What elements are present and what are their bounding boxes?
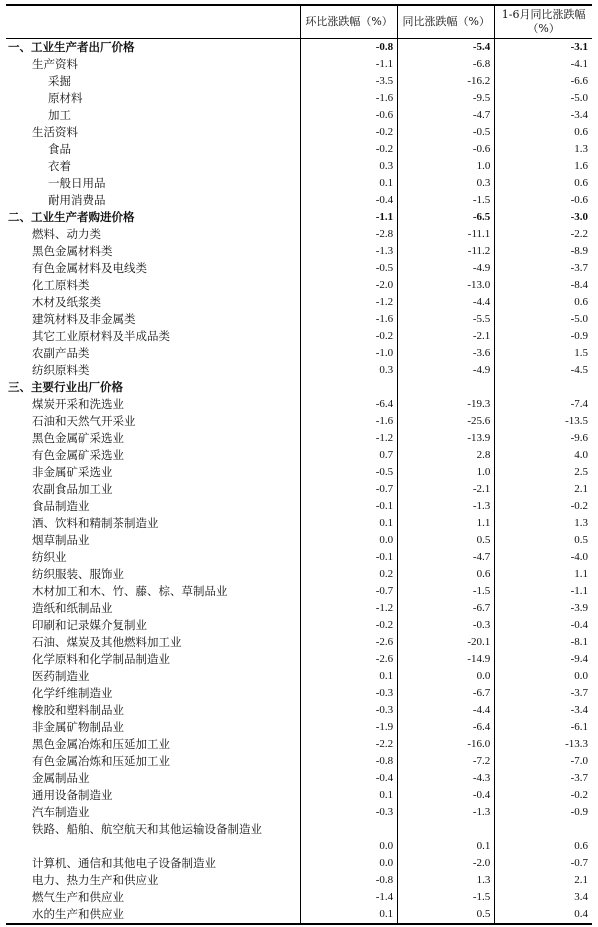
price-table-container — [6, 4, 592, 925]
row-label: 铁路、船舶、航空航天和其他运输设备制造业 — [32, 822, 262, 836]
cell-ytd: 0.6 — [495, 175, 592, 192]
cell-ytd: -0.7 — [495, 855, 592, 872]
cell-mom: -0.2 — [301, 328, 398, 345]
table-row — [6, 515, 592, 532]
cell-ytd: -13.5 — [495, 413, 592, 430]
table-row — [6, 260, 592, 277]
table-row — [6, 481, 592, 498]
cell-mom: -0.1 — [301, 549, 398, 566]
table-row — [6, 447, 592, 464]
row-label: 印刷和记录媒介复制业 — [32, 618, 147, 632]
cell-ytd: 1.3 — [495, 515, 592, 532]
cell-mom: -3.5 — [301, 73, 398, 90]
table-row — [6, 617, 592, 634]
cell-yoy: -1.5 — [398, 192, 495, 209]
cell-ytd: -6.6 — [495, 73, 592, 90]
table-row — [6, 345, 592, 362]
cell-yoy: 0.5 — [398, 532, 495, 549]
row-label: 三、主要行业出厂价格 — [8, 380, 123, 394]
row-label: 通用设备制造业 — [32, 788, 113, 802]
row-label: 衣着 — [48, 159, 71, 173]
cell-yoy: -0.4 — [398, 787, 495, 804]
cell-mom: -0.2 — [301, 124, 398, 141]
cell-ytd: 1.5 — [495, 345, 592, 362]
row-label: 其它工业原材料及半成品类 — [32, 329, 170, 343]
table-row — [6, 855, 592, 872]
row-label: 一、工业生产者出厂价格 — [8, 40, 135, 54]
cell-yoy: -4.4 — [398, 702, 495, 719]
row-label: 纺织业 — [32, 550, 67, 564]
cell-mom: -0.8 — [301, 872, 398, 889]
cell-mom: -2.6 — [301, 634, 398, 651]
cell-yoy: -4.4 — [398, 294, 495, 311]
table-row — [6, 651, 592, 668]
cell-mom: -0.8 — [301, 39, 398, 57]
row-label: 电力、热力生产和供应业 — [32, 873, 159, 887]
cell-ytd: -3.4 — [495, 107, 592, 124]
cell-mom: 0.1 — [301, 175, 398, 192]
table-row — [6, 107, 592, 124]
cell-ytd: -6.1 — [495, 719, 592, 736]
table-row — [6, 906, 592, 924]
table-header-row — [6, 5, 592, 39]
table-row — [6, 396, 592, 413]
cell-ytd: 0.5 — [495, 532, 592, 549]
cell-yoy: -16.2 — [398, 73, 495, 90]
cell-mom — [301, 379, 398, 396]
cell-ytd: 0.6 — [495, 821, 592, 855]
row-label: 石油、煤炭及其他燃料加工业 — [32, 635, 182, 649]
cell-yoy: 1.3 — [398, 872, 495, 889]
row-label: 造纸和纸制品业 — [32, 601, 113, 615]
cell-ytd: -0.6 — [495, 192, 592, 209]
row-label: 农副产品类 — [32, 346, 90, 360]
row-label: 化工原料类 — [32, 278, 90, 292]
cell-mom: -1.6 — [301, 311, 398, 328]
table-row — [6, 770, 592, 787]
cell-mom: -0.5 — [301, 464, 398, 481]
cell-mom: -0.7 — [301, 481, 398, 498]
table-row — [6, 872, 592, 889]
cell-ytd: -2.2 — [495, 226, 592, 243]
cell-mom: -1.4 — [301, 889, 398, 906]
table-row — [6, 736, 592, 753]
cell-mom: -1.0 — [301, 345, 398, 362]
row-label: 食品 — [48, 142, 71, 156]
cell-ytd: -0.9 — [495, 328, 592, 345]
cell-yoy: -20.1 — [398, 634, 495, 651]
row-label: 水的生产和供应业 — [6, 906, 301, 924]
cell-yoy: 0.0 — [398, 668, 495, 685]
cell-ytd: -8.9 — [495, 243, 592, 260]
table-row — [6, 311, 592, 328]
table-row — [6, 549, 592, 566]
table-row — [6, 362, 592, 379]
cell-mom: -1.3 — [301, 243, 398, 260]
cell-mom: -1.6 — [301, 413, 398, 430]
cell-mom: 0.0 — [301, 532, 398, 549]
row-label: 金属制品业 — [32, 771, 90, 785]
cell-mom: -0.5 — [301, 260, 398, 277]
cell-ytd: -4.1 — [495, 56, 592, 73]
cell-ytd: 3.4 — [495, 889, 592, 906]
table-row — [6, 209, 592, 226]
cell-ytd: -3.7 — [495, 685, 592, 702]
table-row — [6, 430, 592, 447]
cell-mom: -1.2 — [301, 294, 398, 311]
cell-ytd: -7.0 — [495, 753, 592, 770]
cell-yoy: 0.6 — [398, 566, 495, 583]
cell-yoy: -6.8 — [398, 56, 495, 73]
cell-ytd: 2.1 — [495, 872, 592, 889]
row-label: 燃气生产和供应业 — [32, 890, 124, 904]
row-label: 化学原料和化学制品制造业 — [32, 652, 170, 666]
row-label: 黑色金属矿采选业 — [32, 431, 124, 445]
cell-mom: -0.6 — [301, 107, 398, 124]
header-yoy: 同比涨跌幅（%） — [398, 5, 495, 39]
cell-yoy — [398, 379, 495, 396]
row-label: 有色金属材料及电线类 — [32, 261, 147, 275]
cell-yoy: -4.3 — [398, 770, 495, 787]
cell-yoy: -1.3 — [398, 498, 495, 515]
row-label: 汽车制造业 — [32, 805, 90, 819]
cell-mom: -1.1 — [301, 56, 398, 73]
cell-mom: -0.3 — [301, 702, 398, 719]
table-row — [6, 600, 592, 617]
cell-yoy: -4.7 — [398, 107, 495, 124]
row-label: 橡胶和塑料制品业 — [32, 703, 124, 717]
cell-mom: -0.4 — [301, 192, 398, 209]
cell-yoy: -4.7 — [398, 549, 495, 566]
cell-yoy: -2.1 — [398, 481, 495, 498]
cell-mom: 0.1 — [301, 515, 398, 532]
cell-ytd: -0.2 — [495, 787, 592, 804]
row-label: 一般日用品 — [48, 176, 106, 190]
table-row — [6, 685, 592, 702]
cell-yoy: -0.5 — [398, 124, 495, 141]
cell-mom: -1.2 — [301, 600, 398, 617]
cell-mom: 0.3 — [301, 158, 398, 175]
cell-yoy: -5.4 — [398, 39, 495, 57]
cell-ytd: -8.4 — [495, 277, 592, 294]
cell-ytd: 1.1 — [495, 566, 592, 583]
table-row — [6, 294, 592, 311]
cell-yoy: -6.5 — [398, 209, 495, 226]
cell-mom: 0.0 — [301, 821, 398, 855]
table-row — [6, 464, 592, 481]
row-label: 木材加工和木、竹、藤、棕、草制品业 — [32, 584, 228, 598]
row-label: 非金属矿采选业 — [32, 465, 113, 479]
cell-yoy: -3.6 — [398, 345, 495, 362]
row-label: 酒、饮料和精制茶制造业 — [32, 516, 159, 530]
cell-yoy: -5.5 — [398, 311, 495, 328]
row-label: 燃料、动力类 — [32, 227, 101, 241]
cell-yoy: -0.6 — [398, 141, 495, 158]
cell-ytd: 2.5 — [495, 464, 592, 481]
row-label: 烟草制品业 — [32, 533, 90, 547]
cell-yoy: -13.0 — [398, 277, 495, 294]
row-label: 有色金属矿采选业 — [32, 448, 124, 462]
cell-mom: 0.1 — [301, 906, 398, 924]
row-label: 木材及纸浆类 — [32, 295, 101, 309]
row-label: 二、工业生产者购进价格 — [8, 210, 135, 224]
row-label: 耐用消费品 — [48, 193, 106, 207]
row-label: 采掘 — [48, 74, 71, 88]
cell-mom: -0.7 — [301, 583, 398, 600]
cell-ytd: -5.0 — [495, 90, 592, 107]
cell-ytd: 0.0 — [495, 668, 592, 685]
cell-yoy: -9.5 — [398, 90, 495, 107]
cell-mom: 0.7 — [301, 447, 398, 464]
cell-yoy: -4.9 — [398, 260, 495, 277]
cell-ytd: 1.6 — [495, 158, 592, 175]
cell-mom: 0.0 — [301, 855, 398, 872]
table-row — [6, 226, 592, 243]
table-row — [6, 277, 592, 294]
table-row — [6, 634, 592, 651]
cell-yoy: -1.3 — [398, 804, 495, 821]
cell-mom: -1.1 — [301, 209, 398, 226]
table-row — [6, 192, 592, 209]
row-label: 原材料 — [48, 91, 83, 105]
table-row — [6, 73, 592, 90]
table-row — [6, 821, 592, 855]
cell-ytd: -4.0 — [495, 549, 592, 566]
cell-ytd: 2.1 — [495, 481, 592, 498]
cell-ytd: -9.6 — [495, 430, 592, 447]
header-ytd: 1-6月同比涨跌幅（%） — [495, 5, 592, 39]
cell-ytd: 0.4 — [495, 906, 592, 924]
row-label: 医药制造业 — [32, 669, 90, 683]
cell-mom: -0.3 — [301, 685, 398, 702]
cell-mom: -0.2 — [301, 617, 398, 634]
cell-yoy: -13.9 — [398, 430, 495, 447]
cell-mom: -2.0 — [301, 277, 398, 294]
table-row — [6, 668, 592, 685]
cell-mom: 0.1 — [301, 668, 398, 685]
cell-ytd: -3.0 — [495, 209, 592, 226]
cell-yoy: -6.7 — [398, 600, 495, 617]
table-row — [6, 141, 592, 158]
table-row — [6, 532, 592, 549]
cell-yoy: 1.0 — [398, 158, 495, 175]
cell-yoy: -2.0 — [398, 855, 495, 872]
table-row — [6, 702, 592, 719]
cell-ytd: -0.2 — [495, 498, 592, 515]
cell-mom: -1.9 — [301, 719, 398, 736]
row-label: 非金属矿物制品业 — [32, 720, 124, 734]
cell-yoy: -16.0 — [398, 736, 495, 753]
cell-ytd: 4.0 — [495, 447, 592, 464]
table-row — [6, 889, 592, 906]
cell-ytd: -7.4 — [495, 396, 592, 413]
cell-ytd: 0.6 — [495, 124, 592, 141]
table-row — [6, 498, 592, 515]
cell-yoy: -2.1 — [398, 328, 495, 345]
cell-mom: 0.3 — [301, 362, 398, 379]
table-row — [6, 379, 592, 396]
cell-ytd: -3.4 — [495, 702, 592, 719]
row-label: 黑色金属冶炼和压延加工业 — [32, 737, 170, 751]
table-row — [6, 413, 592, 430]
cell-ytd: -8.1 — [495, 634, 592, 651]
cell-yoy: -6.7 — [398, 685, 495, 702]
cell-mom: -0.3 — [301, 804, 398, 821]
cell-yoy: -11.2 — [398, 243, 495, 260]
table-row — [6, 39, 592, 57]
cell-ytd: -3.7 — [495, 770, 592, 787]
row-label: 食品制造业 — [32, 499, 90, 513]
row-label: 黑色金属材料类 — [32, 244, 113, 258]
row-label: 纺织服装、服饰业 — [32, 567, 124, 581]
table-row — [6, 804, 592, 821]
table-row — [6, 56, 592, 73]
cell-mom: -1.2 — [301, 430, 398, 447]
cell-mom: -2.8 — [301, 226, 398, 243]
cell-yoy: -19.3 — [398, 396, 495, 413]
cell-ytd: -0.4 — [495, 617, 592, 634]
table-body — [6, 39, 592, 925]
row-label: 有色金属冶炼和压延加工业 — [32, 754, 170, 768]
cell-ytd: -3.9 — [495, 600, 592, 617]
row-label: 石油和天然气开采业 — [32, 414, 136, 428]
cell-mom: 0.2 — [301, 566, 398, 583]
cell-ytd: -1.1 — [495, 583, 592, 600]
cell-yoy: -25.6 — [398, 413, 495, 430]
header-mom: 环比涨跌幅（%） — [301, 5, 398, 39]
cell-yoy: -14.9 — [398, 651, 495, 668]
cell-ytd: -4.5 — [495, 362, 592, 379]
cell-yoy: 1.1 — [398, 515, 495, 532]
cell-mom: -1.6 — [301, 90, 398, 107]
header-item — [6, 5, 301, 39]
cell-yoy: -1.5 — [398, 889, 495, 906]
cell-mom: -0.8 — [301, 753, 398, 770]
row-label: 纺织原料类 — [32, 363, 90, 377]
row-label: 生活资料 — [32, 125, 78, 139]
table-row — [6, 243, 592, 260]
cell-yoy: -4.9 — [398, 362, 495, 379]
cell-yoy: -6.4 — [398, 719, 495, 736]
cell-ytd: -5.0 — [495, 311, 592, 328]
table-row — [6, 719, 592, 736]
cell-ytd: 1.3 — [495, 141, 592, 158]
cell-yoy: -0.3 — [398, 617, 495, 634]
cell-mom: -2.2 — [301, 736, 398, 753]
row-label: 化学纤维制造业 — [32, 686, 113, 700]
row-label: 加工 — [48, 108, 71, 122]
cell-yoy: 0.1 — [398, 821, 495, 855]
price-index-table — [6, 4, 592, 925]
table-row — [6, 583, 592, 600]
cell-yoy: -11.1 — [398, 226, 495, 243]
row-label: 煤炭开采和洗选业 — [32, 397, 124, 411]
table-row — [6, 566, 592, 583]
cell-yoy: -7.2 — [398, 753, 495, 770]
cell-yoy: -1.5 — [398, 583, 495, 600]
cell-ytd: -0.9 — [495, 804, 592, 821]
cell-ytd — [495, 379, 592, 396]
cell-yoy: 1.0 — [398, 464, 495, 481]
cell-ytd: -13.3 — [495, 736, 592, 753]
table-row — [6, 328, 592, 345]
table-row — [6, 124, 592, 141]
row-label: 计算机、通信和其他电子设备制造业 — [32, 856, 216, 870]
table-row — [6, 175, 592, 192]
cell-ytd: -3.7 — [495, 260, 592, 277]
table-row — [6, 787, 592, 804]
row-label: 生产资料 — [32, 57, 78, 71]
table-row — [6, 753, 592, 770]
cell-yoy: 0.3 — [398, 175, 495, 192]
cell-yoy: 2.8 — [398, 447, 495, 464]
cell-mom: -2.6 — [301, 651, 398, 668]
cell-yoy: 0.5 — [398, 906, 495, 924]
table-row — [6, 158, 592, 175]
row-label: 农副食品加工业 — [32, 482, 113, 496]
cell-mom: -0.4 — [301, 770, 398, 787]
cell-mom: -0.1 — [301, 498, 398, 515]
cell-ytd: 0.6 — [495, 294, 592, 311]
cell-mom: 0.1 — [301, 787, 398, 804]
cell-mom: -0.2 — [301, 141, 398, 158]
cell-ytd: -3.1 — [495, 39, 592, 57]
row-label: 建筑材料及非金属类 — [32, 312, 136, 326]
table-row — [6, 90, 592, 107]
cell-mom: -6.4 — [301, 396, 398, 413]
cell-ytd: -9.4 — [495, 651, 592, 668]
